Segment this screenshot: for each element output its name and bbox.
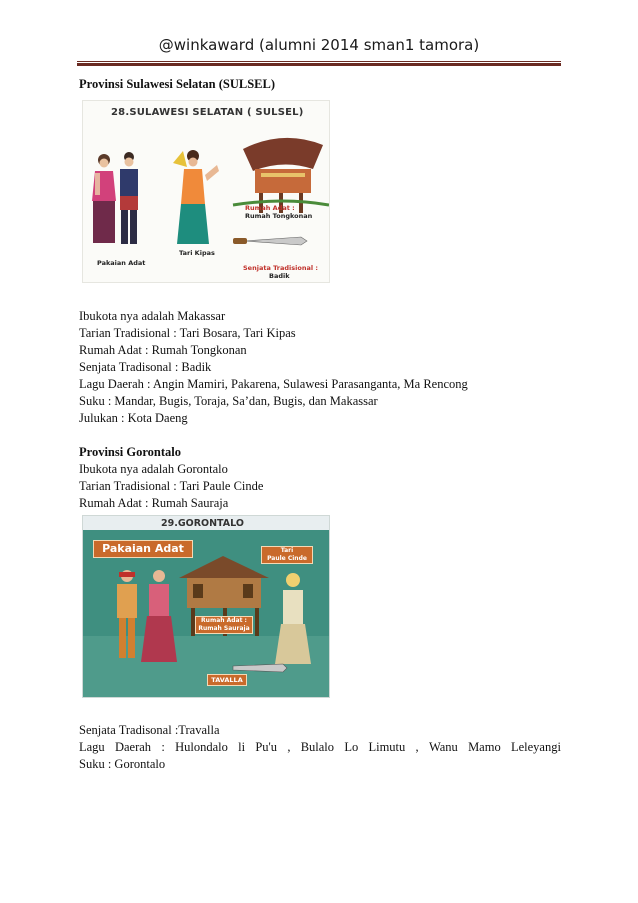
- caption-senjata-tradisional: Senjata Tradisional :: [243, 264, 318, 272]
- sulsel-heading-block: [79, 76, 275, 93]
- caption-rumah-tongkonan: Rumah Tongkonan: [245, 212, 313, 220]
- gorontalo-dance: Tarian Tradisional : Tari Paule Cinde: [79, 479, 264, 493]
- caption-badik: Badik: [269, 272, 290, 280]
- song-word: Leleyangi: [510, 740, 561, 754]
- sulsel-details: [79, 308, 468, 427]
- song-word: Lagu: [79, 740, 105, 754]
- gorontalo-capital: Ibukota nya adalah Gorontalo: [79, 462, 228, 476]
- song-word: Hulondalo: [175, 740, 228, 754]
- gorontalo-image-banner: 29.GORONTALO: [161, 518, 244, 529]
- page-header-title: @winkaward (alumni 2014 sman1 tamora): [158, 36, 480, 54]
- gorontalo-tribe: Suku : Gorontalo: [79, 757, 166, 771]
- song-word: Daerah: [114, 740, 152, 754]
- sulsel-nickname: Julukan : Kota Daeng: [79, 411, 188, 425]
- gorontalo-culture-illustration: [82, 515, 330, 698]
- gorontalo-details-after: [79, 722, 561, 773]
- label-tari: Tari: [280, 547, 294, 554]
- sulsel-weapon: Senjata Tradisonal : Badik: [79, 360, 212, 374]
- song-word: Limutu: [368, 740, 406, 754]
- song-word: Mamo: [468, 740, 501, 754]
- gorontalo-weapon: Senjata Tradisonal :Travalla: [79, 723, 220, 737]
- song-word: li: [238, 740, 246, 754]
- header-divider-thick: [77, 63, 561, 66]
- sulsel-tribe: Suku : Mandar, Bugis, Toraja, Sa’dan, Bugis, dan Makassar: [79, 394, 378, 408]
- caption-rumah-adat: Rumah Adat :: [245, 204, 295, 212]
- section-heading-sulsel: Provinsi Sulawesi Selatan (SULSEL): [79, 77, 275, 91]
- label-tari-paule-cinde: [261, 546, 313, 564]
- sulsel-capital: Ibukota nya adalah Makassar: [79, 309, 226, 323]
- song-word: Bulalo: [300, 740, 335, 754]
- song-word: ,: [287, 740, 291, 754]
- label-tavalla: TAVALLA: [207, 674, 247, 686]
- label-rumah-sauraja-name: Rumah Sauraja: [198, 625, 250, 632]
- label-paule-cinde: Paule Cinde: [267, 555, 307, 562]
- gorontalo-song: [79, 739, 561, 756]
- song-word: Pu'u: [255, 740, 278, 754]
- sulsel-image-banner: 28.SULAWESI SELATAN ( SULSEL): [111, 107, 304, 118]
- sulsel-song: Lagu Daerah : Angin Mamiri, Pakarena, Sulawesi Parasanganta, Ma Rencong: [79, 377, 468, 391]
- song-word: Wanu: [428, 740, 458, 754]
- gorontalo-details: [79, 444, 263, 512]
- label-rumah-sauraja: [195, 616, 253, 634]
- label-rumah-adat: Rumah Adat :: [201, 617, 247, 624]
- song-word: :: [161, 740, 165, 754]
- song-word: ,: [415, 740, 419, 754]
- caption-tari-kipas: Tari Kipas: [179, 249, 215, 257]
- header-divider-thin: [77, 61, 561, 62]
- sulsel-culture-illustration: [82, 100, 330, 283]
- section-heading-gorontalo: Provinsi Gorontalo: [79, 445, 181, 459]
- sulsel-dance: Tarian Tradisional : Tari Bosara, Tari Kipas: [79, 326, 296, 340]
- song-word: Lo: [344, 740, 359, 754]
- caption-pakaian-adat: Pakaian Adat: [97, 259, 146, 267]
- label-pakaian-adat: Pakaian Adat: [93, 540, 193, 558]
- sulsel-house: Rumah Adat : Rumah Tongkonan: [79, 343, 247, 357]
- gorontalo-house: Rumah Adat : Rumah Sauraja: [79, 496, 229, 510]
